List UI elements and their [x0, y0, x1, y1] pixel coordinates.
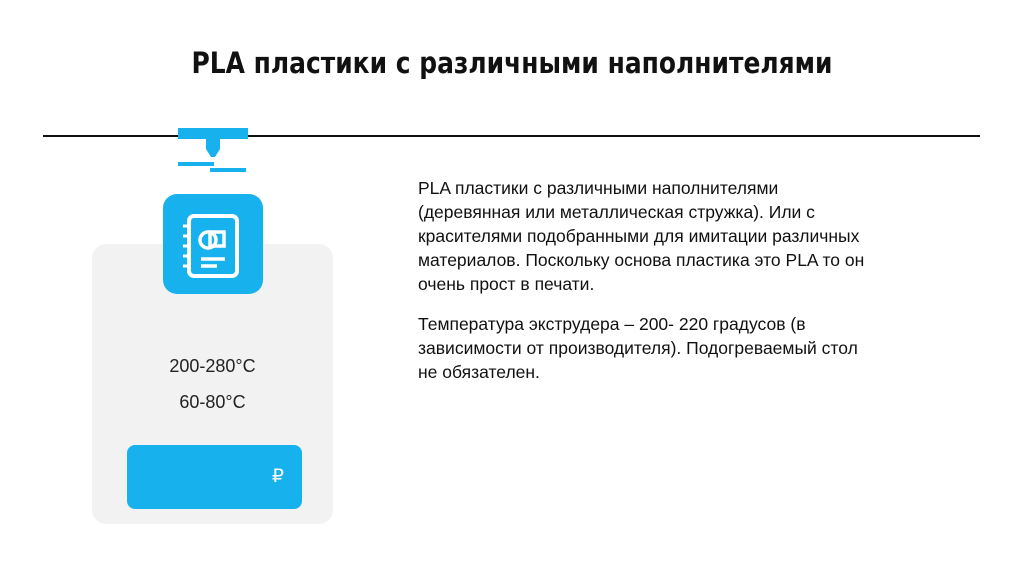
description-text — [418, 176, 958, 400]
description-paragraph: Температура экструдера – 200- 220 градусов (в зависимости от производителя). Подогреваемый стол не обязателен. — [418, 314, 858, 382]
description-paragraph: PLA пластики с различными наполнителями (деревянная или металлическая стружка). Или с красителями подобранными для имитации различных материалов. Поскольку основа пластика это PLA то он очень прост в печати. — [418, 178, 865, 294]
bed-temperature: 60-80°C — [179, 392, 246, 412]
ruble-sign: ₽ — [271, 466, 284, 487]
extruder-temperature: 200-280°C — [169, 356, 256, 376]
notebook-icon — [163, 194, 263, 294]
price-button[interactable] — [127, 445, 302, 509]
printer-nozzle-icon — [170, 124, 260, 184]
page-title: PLA пластики с различными наполнителями — [191, 46, 833, 80]
notebook-tile — [163, 194, 263, 294]
